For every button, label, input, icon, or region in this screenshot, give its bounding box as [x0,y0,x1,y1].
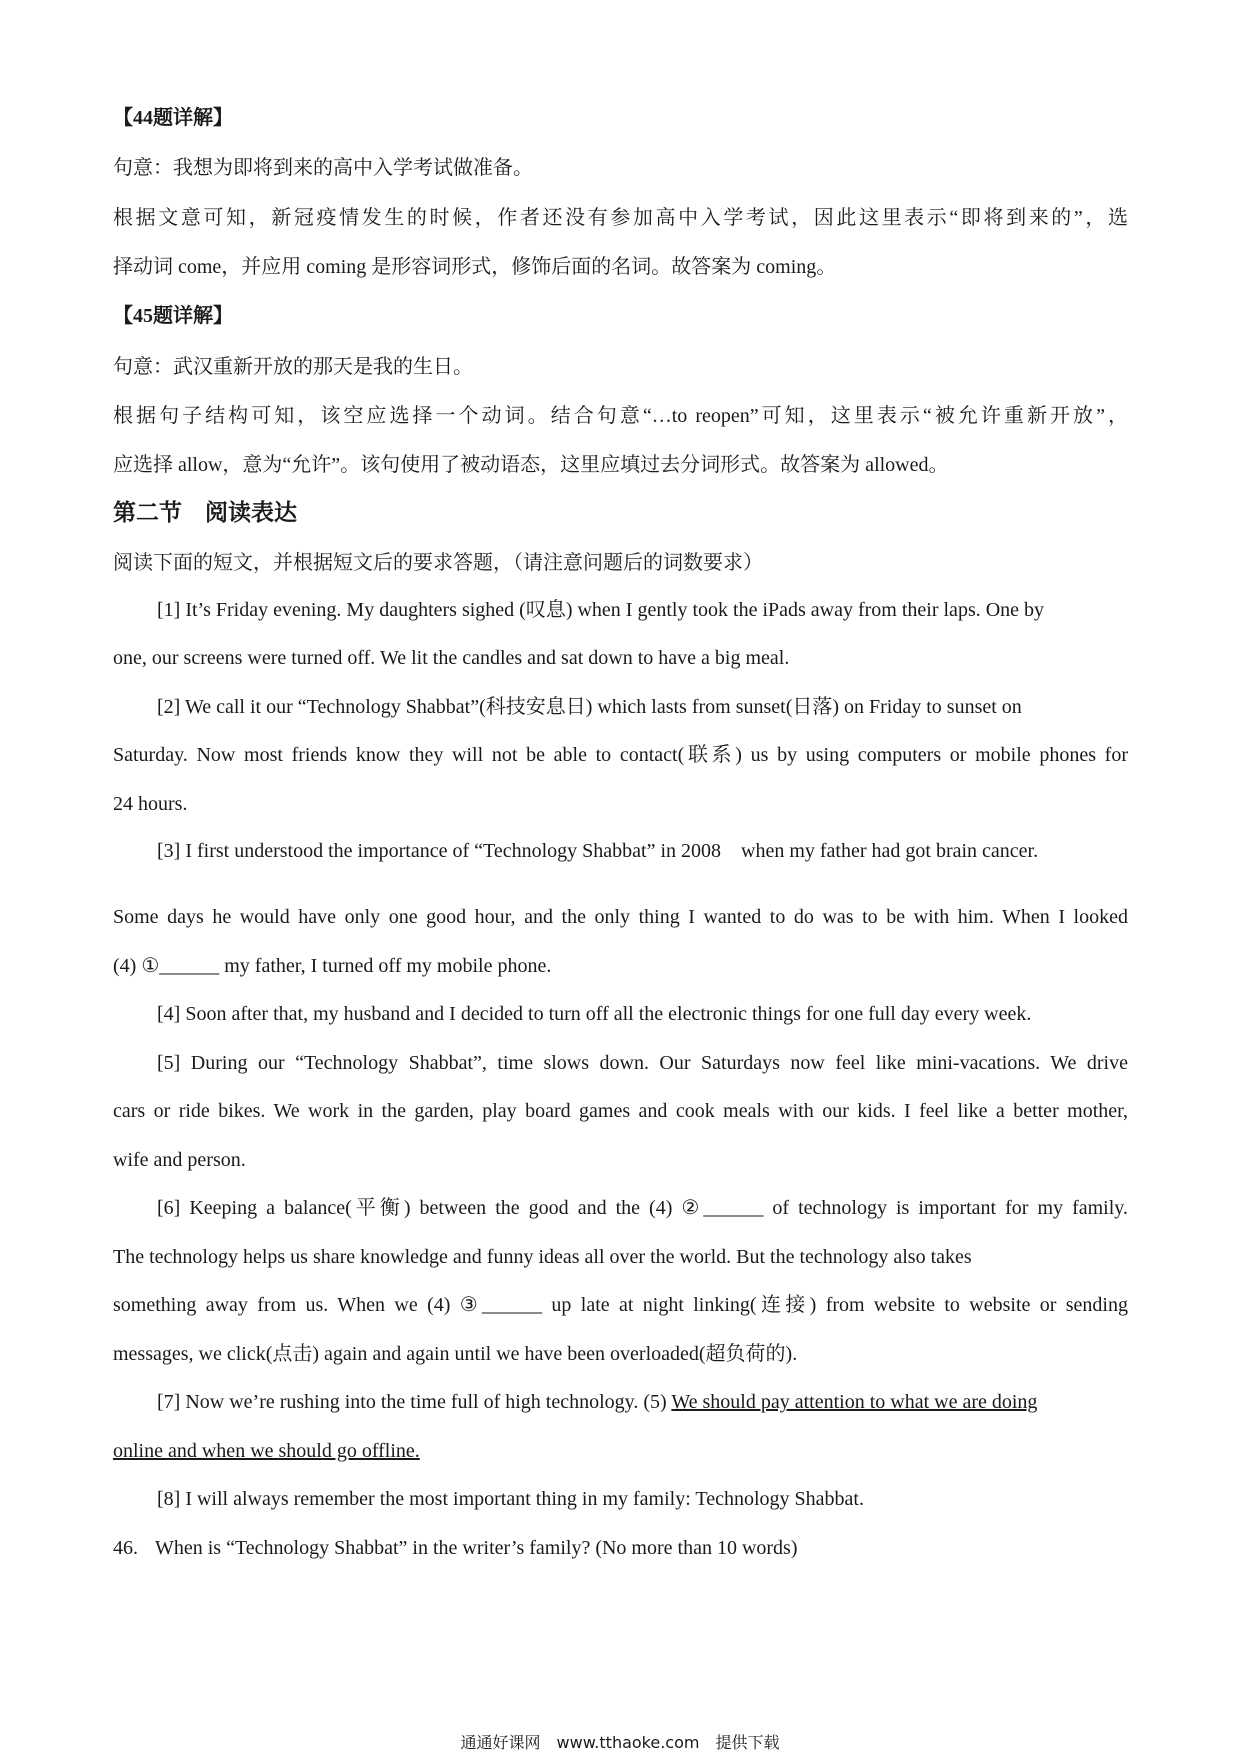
page-footer: 通通好课网 www.tthaoke.com 提供下载 [460,1733,780,1752]
instructions: 阅读下面的短文，并根据短文后的要求答题，（请注意问题后的词数要求） [113,552,763,574]
question-46-number: 46. [113,1537,138,1559]
q45-meaning: 句意：武汉重新开放的那天是我的生日。 [113,356,473,378]
underlined-sentence-part-1: We should pay attention to what we are doing [671,1391,1038,1413]
paragraph-1-line-1: [1] It’s Friday evening. My daughters sighed (叹息) when I gently took the iPads away from their laps. One by [157,599,1045,621]
paragraph-5-line-3: wife and person. [113,1149,246,1171]
section-title: 第二节 阅读表达 [113,500,297,526]
paragraph-5-line-2: cars or ride bikes. We work in the garden, play board games and cook meals with our kids. I feel like a better mother, [113,1100,1128,1122]
q44-explanation-line-1: 根据文意可知，新冠疫情发生的时候，作者还没有参加高中入学考试，因此这里表示“即将到来的”，选 [113,207,1128,229]
question-46-text: When is “Technology Shabbat” in the writer’s family? (No more than 10 words) [155,1537,798,1559]
paragraph-1-line-2: one, our screens were turned off. We lit the candles and sat down to have a big meal. [113,647,790,669]
paragraph-7-line-1 [157,1389,1128,1415]
q44-explanation-line-2: 择动词 come，并应用 coming 是形容词形式，修饰后面的名词。故答案为 coming。 [113,256,837,278]
paragraph-4-line-1: [4] Soon after that, my husband and I decided to turn off all the electronic things for one full day every week. [157,1003,1032,1025]
paragraph-2-line-3: 24 hours. [113,793,188,815]
paragraph-3-line-1: [3] I first understood the importance of “Technology Shabbat” in 2008 when my father had got brain cancer. [157,840,1039,862]
paragraph-7-text: [7] Now we’re rushing into the time full of high technology. (5) [157,1391,672,1413]
q44-meaning: 句意：我想为即将到来的高中入学考试做准备。 [113,157,533,179]
paragraph-8-line-1: [8] I will always remember the most important thing in my family: Technology Shabbat. [157,1488,864,1510]
paragraph-7-line-2 [113,1438,1128,1464]
underlined-sentence-part-2: online and when we should go offline. [113,1440,420,1462]
q45-explanation-line-2: 应选择 allow，意为“允许”。该句使用了被动语态，这里应填过去分词形式。故答案为 allowed。 [113,454,949,476]
q45-explanation-line-1: 根据句子结构可知，该空应选择一个动词。结合句意“…to reopen”可知，这里表示“被允许重新开放”， [113,405,1128,427]
paragraph-6-line-2: The technology helps us share knowledge and funny ideas all over the world. But the technology also takes [113,1246,972,1268]
paragraph-2-line-2: Saturday. Now most friends know they will not be able to contact(联系) us by using computers or mobile phones for [113,744,1128,766]
question-46 [113,1535,1128,1561]
q44-title: 【44题详解】 [113,107,233,129]
paragraph-6-line-4: messages, we click(点击) again and again until we have been overloaded(超负荷的). [113,1343,798,1365]
paragraph-5-line-1: [5] During our “Technology Shabbat”, time slows down. Our Saturdays now feel like mini-vacations. We drive [157,1052,1128,1074]
paragraph-3-line-3: (4) ①______ my father, I turned off my mobile phone. [113,955,552,977]
paragraph-2-line-1: [2] We call it our “Technology Shabbat”(科技安息日) which lasts from sunset(日落) on Friday to sunset on [157,696,1022,718]
paragraph-6-line-3: something away from us. When we (4) ③______ up late at night linking(连接) from website to website or sending [113,1294,1128,1316]
q45-title: 【45题详解】 [113,305,233,327]
paragraph-6-line-1: [6] Keeping a balance(平衡) between the good and the (4) ②______ of technology is important for my family. [157,1197,1128,1219]
paragraph-3-line-2: Some days he would have only one good hour, and the only thing I wanted to do was to be with him. When I looked [113,906,1128,928]
